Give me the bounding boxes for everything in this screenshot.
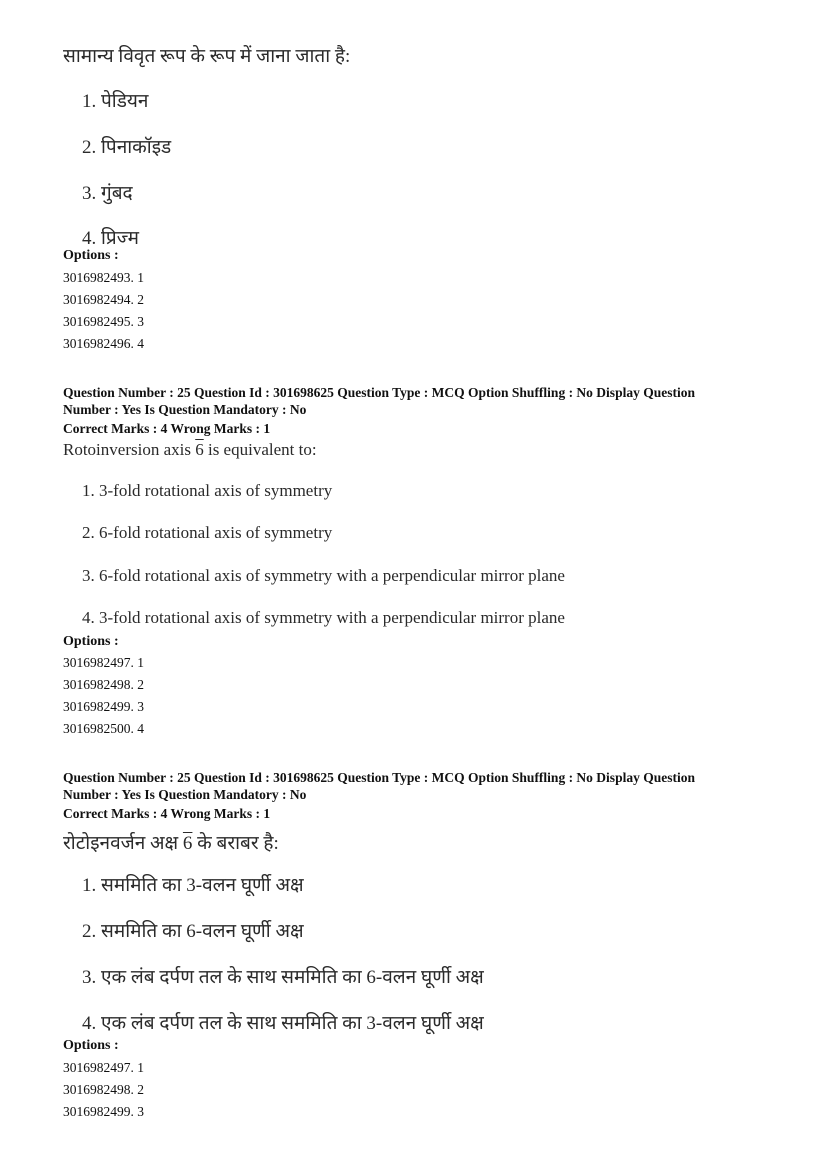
question-text [63,829,279,855]
marks-line: Correct Marks : 4 Wrong Marks : 1 [63,421,271,436]
answer-1: 1. पेडियन [82,91,149,112]
question-text-after: is equivalent to: [203,440,317,459]
option-id: 3016982498. 2 [63,677,144,692]
option-id: 3016982500. 4 [63,721,144,736]
answer-3: 3. एक लंब दर्पण तल के साथ सममिति का 6-वलन घूर्णी अक्ष [82,967,484,988]
answer-3: 3. 6-fold rotational axis of symmetry with a perpendicular mirror plane [82,566,565,585]
axis-symbol: 6 [195,440,204,459]
option-id: 3016982499. 3 [63,699,144,714]
question-meta-line: Question Number : 25 Question Id : 301698625 Question Type : MCQ Option Shuffling : No Display Question [63,385,695,400]
answer-1: 1. सममिति का 3-वलन घूर्णी अक्ष [82,875,304,896]
option-id: 3016982497. 1 [63,655,144,670]
question-meta-line: Number : Yes Is Question Mandatory : No [63,402,307,417]
question-text-after: के बराबर है: [192,833,279,854]
option-id: 3016982494. 2 [63,292,144,307]
answer-1: 1. 3-fold rotational axis of symmetry [82,481,333,500]
answer-3: 3. गुंबद [82,183,133,204]
axis-symbol: 6 [182,833,193,854]
option-id: 3016982495. 3 [63,314,144,329]
question-meta-line: Number : Yes Is Question Mandatory : No [63,787,307,802]
question-text-before: Rotoinversion axis [63,440,196,459]
answer-4: 4. 3-fold rotational axis of symmetry with a perpendicular mirror plane [82,608,565,627]
answer-2: 2. पिनाकॉइड [82,137,172,158]
option-id: 3016982499. 3 [63,1104,144,1119]
option-id: 3016982498. 2 [63,1082,144,1097]
answer-2: 2. 6-fold rotational axis of symmetry [82,523,333,542]
options-label: Options : [63,248,119,263]
option-id: 3016982493. 1 [63,270,144,285]
options-label: Options : [63,1038,119,1053]
question-text [63,42,350,68]
question-text-body: सामान्य विवृत रूप के रूप में जाना जाता है: [63,46,351,67]
answer-4: 4. प्रिज्म [82,228,139,249]
question-text-before: रोटोइनवर्जन अक्ष [63,833,183,854]
option-id: 3016982497. 1 [63,1060,144,1075]
question-meta-line: Question Number : 25 Question Id : 301698625 Question Type : MCQ Option Shuffling : No Display Question [63,770,695,785]
answer-2: 2. सममिति का 6-वलन घूर्णी अक्ष [82,921,304,942]
option-id: 3016982496. 4 [63,336,144,351]
question-text [63,440,317,460]
answer-4: 4. एक लंब दर्पण तल के साथ सममिति का 3-वलन घूर्णी अक्ष [82,1013,484,1034]
marks-line: Correct Marks : 4 Wrong Marks : 1 [63,806,271,821]
options-label: Options : [63,634,119,649]
